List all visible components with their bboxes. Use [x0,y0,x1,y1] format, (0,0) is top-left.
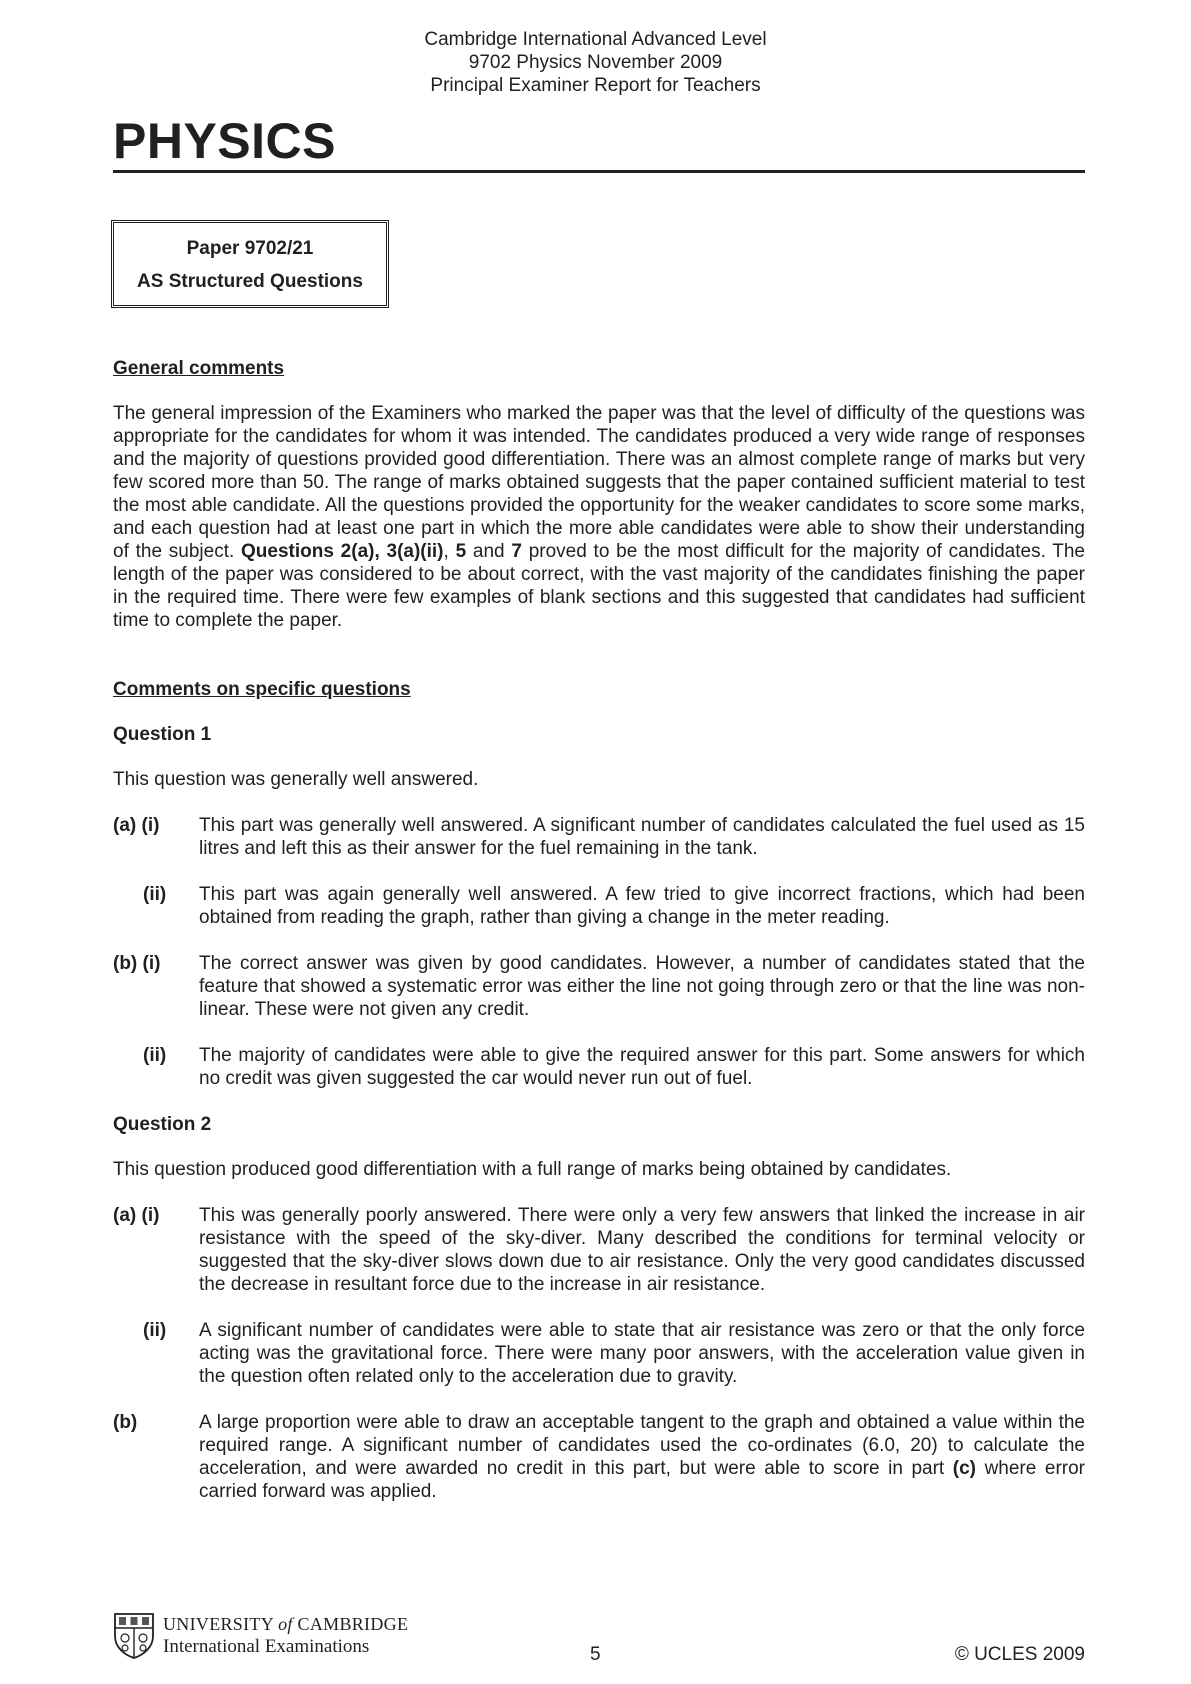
copyright-notice: © UCLES 2009 [954,1644,1085,1665]
report-content [113,357,1085,1526]
general-bold-questions: Questions 2(a), 3(a)(ii) [241,541,444,562]
q1-b-ii-text: The majority of candidates were able to give the required answer for this part. Some answers for which no credit was given suggested the car would never run out of fuel. [199,1045,1085,1089]
paper-code: Paper 9702/21 [186,238,314,259]
general-text-end: proved to be the most difficult for the majority of candidates. The length of the paper was considered to be about correct, with the vast majority of the candidates finishing the paper in the required time. There were few examples of blank sections and this suggested that candidates had sufficient time to complete the paper. [113,541,1085,631]
q1-a-i-text: This part was generally well answered. A significant number of candidates calculated the fuel used as 15 litres and left this as their answer for the fuel remaining in the tank. [199,815,1085,859]
q2-a-i-text: This was generally poorly answered. There were only a very few answers that linked the increase in air resistance with the speed of the sky-diver. Many described the conditions for terminal velocity or suggested that the sky-diver slows down due to air resistance. Only the very good candidates discussed the decrease in resultant force due to the increase in air resistance. [199,1205,1085,1295]
paper-box [111,220,389,308]
question-1-intro: This question was generally well answered. [113,769,479,790]
q1-a-i [113,814,1085,860]
page-number: 5 [590,1644,601,1665]
general-sep-1: , [443,541,456,562]
specific-comments-heading: Comments on specific questions [113,679,411,700]
cambridge-logo [113,1612,413,1662]
q1-a-i-label: (a) (i) [113,815,160,836]
title-rule [113,170,1085,173]
general-text-start: The general impression of the Examiners who marked the paper was that the level of difficulty of the questions was appropriate for the candidates for whom it was intended. The candidates produced a very wide range of responses and the majority of questions provided good differentiation. There was an almost complete range of marks but very few scored more than 50. The range of marks obtained suggests that the paper contained sufficient material to test the most able candidate. All the questions provided the opportunity for the weaker candidates to score some marks, and each question had at least one part in which the more able candidates were able to show their understanding of the subject. [113,403,1085,562]
cambridge-shield-icon [113,1612,155,1660]
q1-b-ii [113,1044,1085,1090]
q1-b-i-label: (b) (i) [113,953,161,974]
question-1-title: Question 1 [113,724,212,745]
general-sep-2: and [466,541,512,562]
q2-a-i-label: (a) (i) [113,1205,160,1226]
question-2-title: Question 2 [113,1114,212,1135]
report-header [0,28,1191,97]
q1-b-i-text: The correct answer was given by good candidates. However, a number of candidates stated that the feature that showed a systematic error was either the line not going through zero or that the line was non-linear. These were not given any credit. [199,953,1085,1020]
q1-a-ii-label: (ii) [143,884,167,905]
q2-a-ii-text: A significant number of candidates were able to state that air resistance was zero or that the only force acting was the gravitational force. There were many poor answers, with the acceleration value given in the question often related only to the acceleration due to gravity. [199,1320,1085,1387]
question-2-intro: This question produced good differentiation with a full range of marks being obtained by candidates. [113,1159,952,1180]
general-comments-heading: General comments [113,358,285,379]
q2-b-label: (b) [113,1412,138,1433]
general-bold-q5: 5 [455,541,467,562]
q2-b [113,1411,1085,1503]
logo-university-line: UNIVERSITY of CAMBRIDGE [163,1614,409,1634]
general-bold-q7: 7 [511,541,522,562]
q1-b-i [113,952,1085,1021]
general-comments-paragraph [113,402,1085,632]
q2-a-i [113,1204,1085,1296]
header-line-1: Cambridge International Advanced Level [424,29,767,50]
q2-b-bold-part: (c) [952,1458,977,1479]
header-line-3: Principal Examiner Report for Teachers [430,75,761,96]
logo-international-line: International Examinations [163,1636,370,1657]
q2-b-text-end: where error carried forward was applied. [199,1458,1085,1502]
q2-a-ii [113,1319,1085,1388]
q2-a-ii-label: (ii) [143,1320,167,1341]
page-title: PHYSICS [113,113,337,169]
q1-a-ii-text: This part was again generally well answered. A few tried to give incorrect fractions, which had been obtained from reading the graph, rather than giving a change in the meter reading. [199,884,1085,928]
q1-b-ii-label: (ii) [143,1045,167,1066]
paper-name: AS Structured Questions [137,271,363,292]
header-line-2: 9702 Physics November 2009 [468,52,723,73]
q1-a-ii [113,883,1085,929]
q2-b-text: A large proportion were able to draw an acceptable tangent to the graph and obtained a value within the required range. A significant number of candidates used the co-ordinates (6.0, 20) to calculate the acceleration, and were awarded no credit in this part, but were able to score in part [199,1412,1085,1479]
